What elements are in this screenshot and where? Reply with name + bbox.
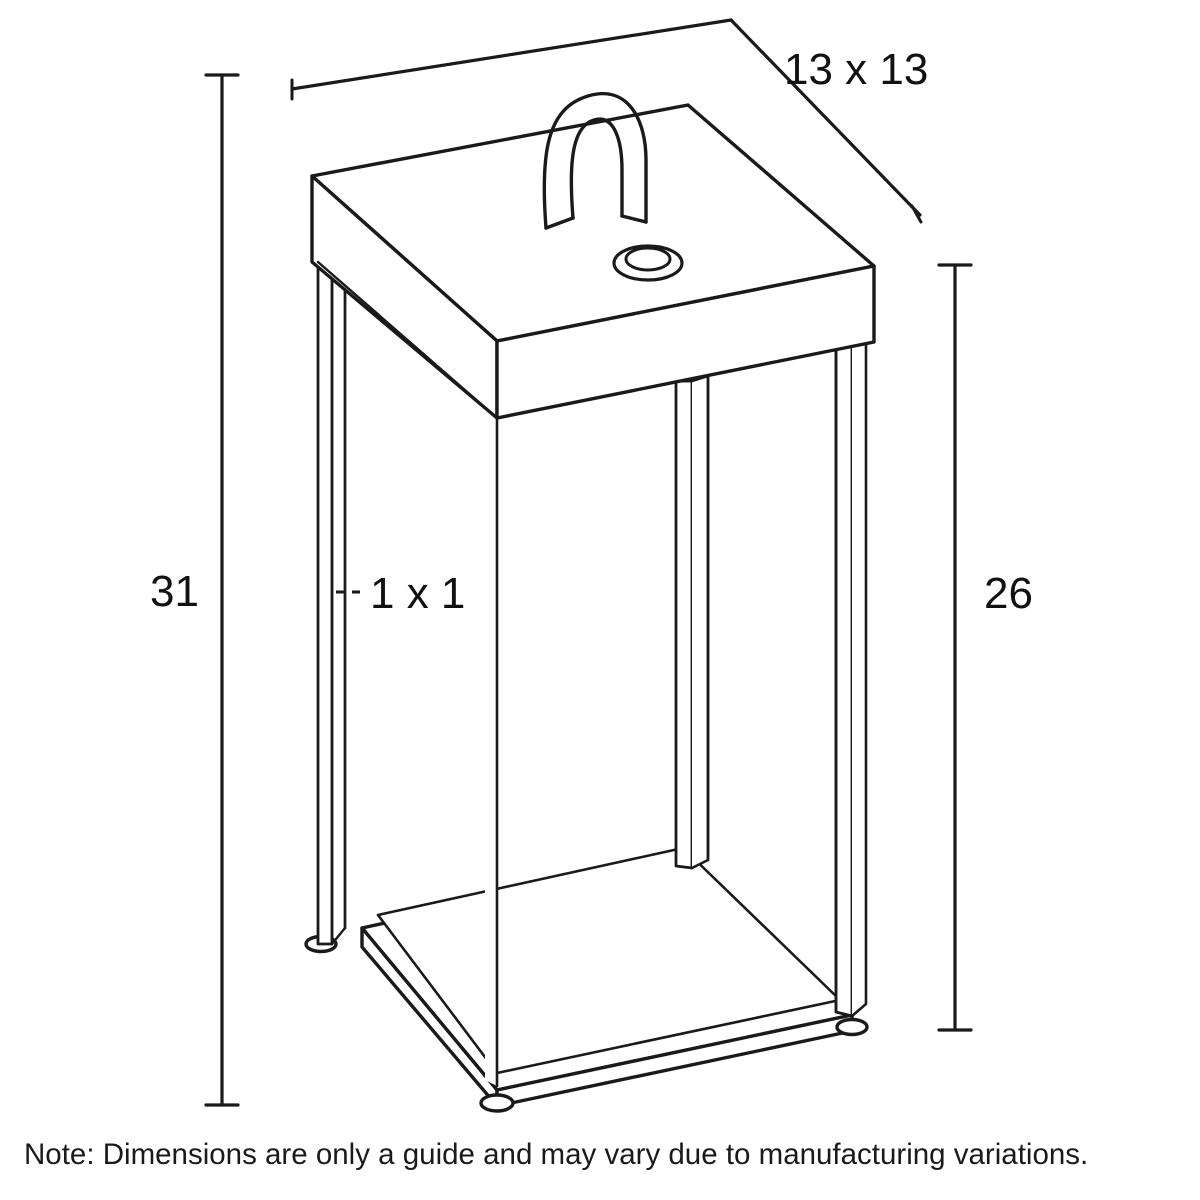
lantern-foot-front xyxy=(481,1095,513,1111)
dimension-label-top: 13 x 13 xyxy=(784,45,929,94)
dimension-label-body-height: 26 xyxy=(984,569,1033,618)
lantern-post-back-left xyxy=(318,255,345,944)
lantern-top-cap xyxy=(312,105,874,418)
manufacturing-note: Note: Dimensions are only a guide and may vary due to manufacturing variations. xyxy=(24,1138,1089,1171)
lantern-power-button xyxy=(614,246,682,280)
dimension-line-right-height xyxy=(939,265,971,1030)
dimension-line-left-height xyxy=(206,75,238,1105)
lantern-post-front xyxy=(676,376,708,868)
lantern-post-left-front xyxy=(485,413,497,1086)
lantern-post-right xyxy=(836,332,866,1016)
dimension-label-height: 31 xyxy=(150,567,199,616)
dimension-label-post: 1 x 1 xyxy=(370,569,466,618)
lantern-foot-right xyxy=(837,1020,867,1035)
